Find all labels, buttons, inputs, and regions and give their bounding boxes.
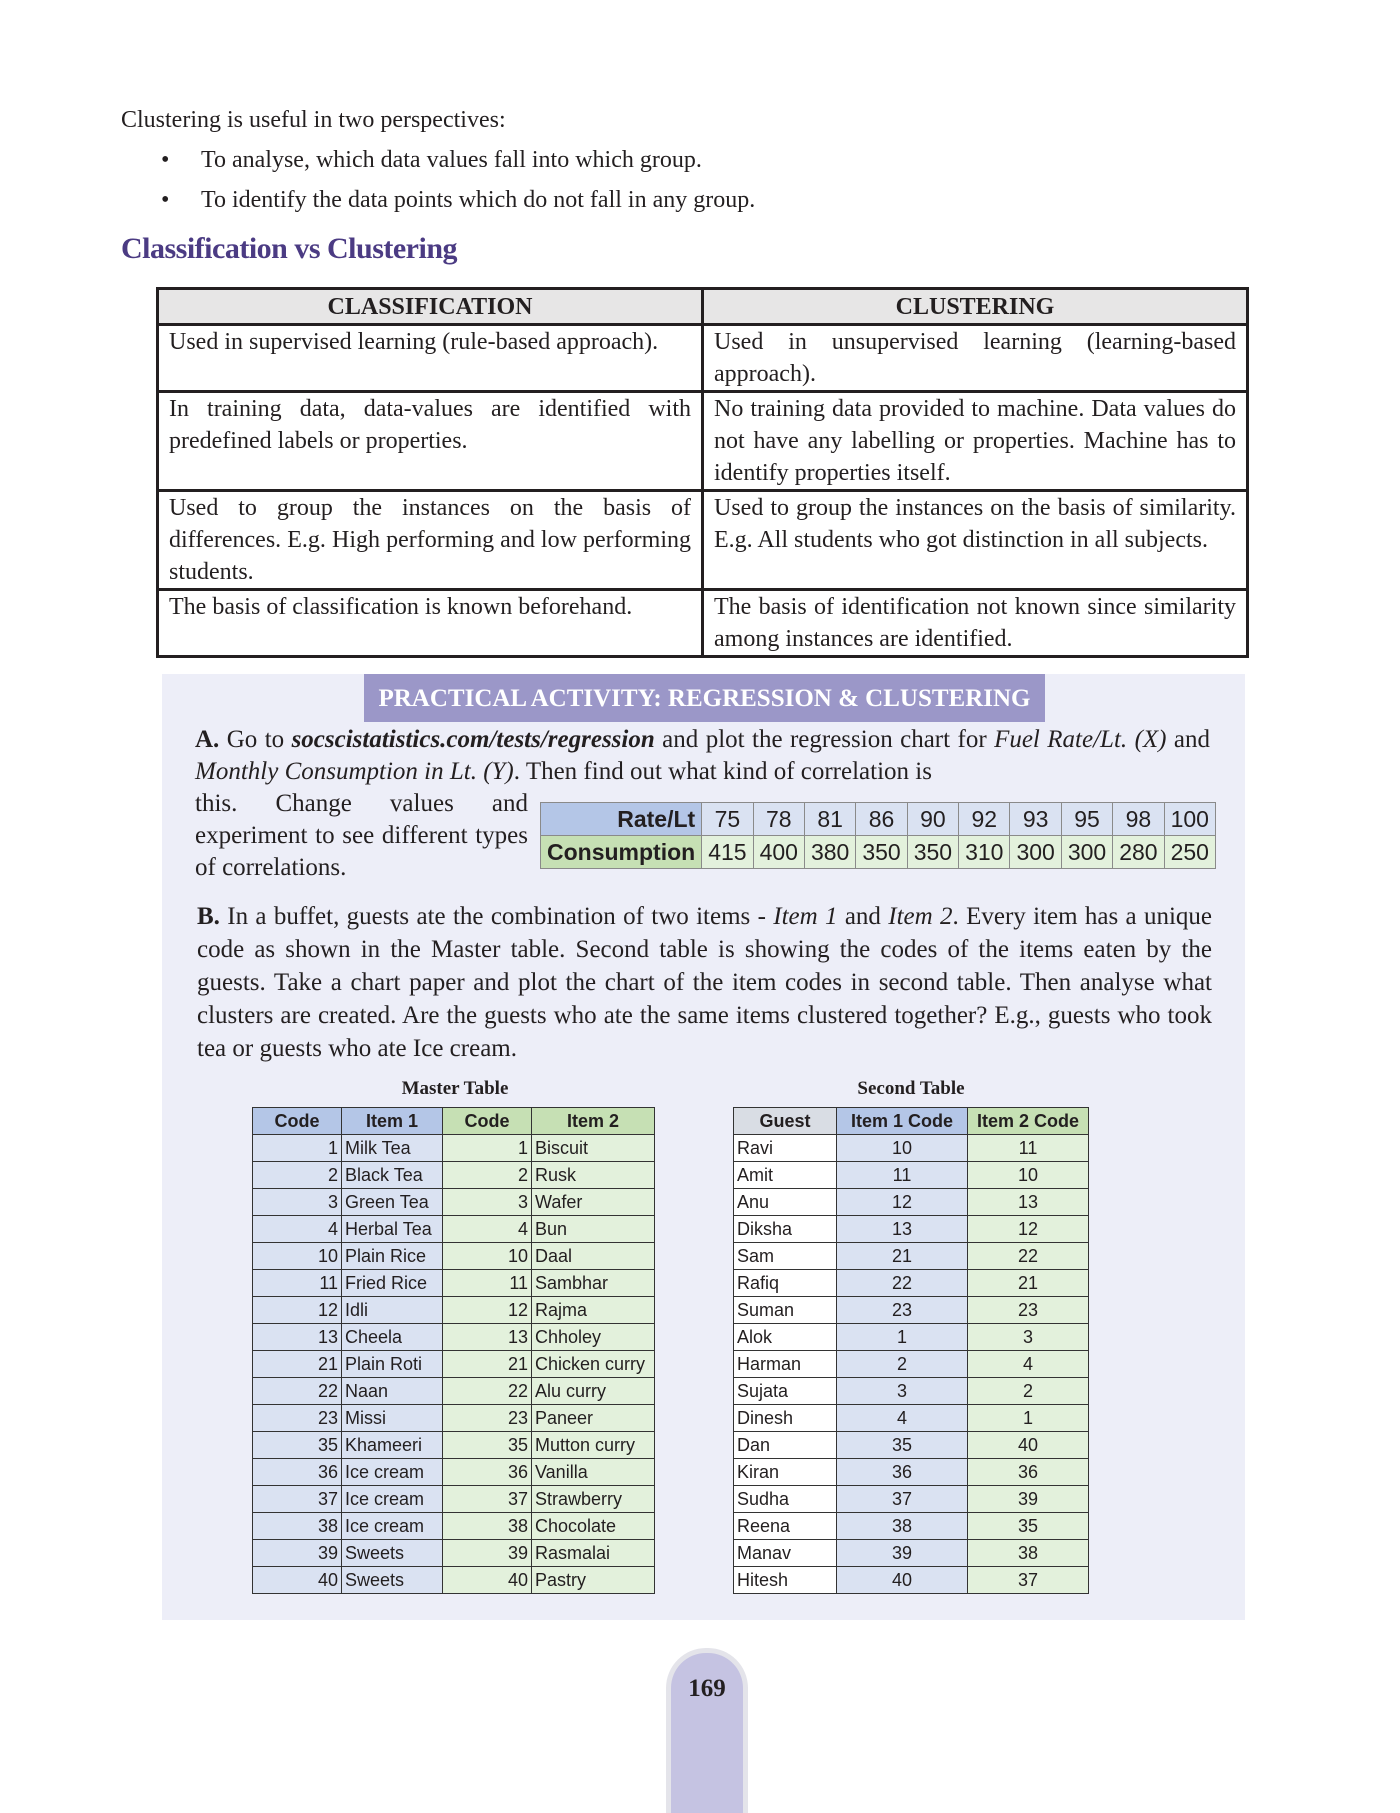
table-row	[253, 1405, 655, 1432]
code-cell: 21	[443, 1351, 532, 1378]
code-cell: 40	[253, 1567, 342, 1594]
guest-cell: Alok	[734, 1324, 837, 1351]
consumption-cell: 350	[856, 836, 907, 869]
item-cell: Ice cream	[342, 1486, 443, 1513]
item-cell: Wafer	[532, 1189, 655, 1216]
item-cell: Alu curry	[532, 1378, 655, 1405]
code-cell: 36	[443, 1459, 532, 1486]
item-cell: Biscuit	[532, 1135, 655, 1162]
item-cell: Ice cream	[342, 1459, 443, 1486]
code-cell: 1	[253, 1135, 342, 1162]
rate-consumption-table	[540, 802, 1216, 869]
table-row	[253, 1459, 655, 1486]
column-header-clustering: CLUSTERING	[703, 289, 1248, 325]
table-row	[253, 1351, 655, 1378]
code-cell: 1	[443, 1135, 532, 1162]
table-row	[253, 1189, 655, 1216]
x-variable: Fuel Rate/Lt. (X)	[994, 726, 1167, 753]
item-cell: Chicken curry	[532, 1351, 655, 1378]
rate-cell: 86	[856, 803, 907, 836]
row-label: Rate/Lt	[541, 803, 702, 836]
item1-code-cell: 12	[837, 1189, 968, 1216]
item1-code-cell: 1	[837, 1324, 968, 1351]
text-run: and	[1166, 726, 1211, 753]
column-header-classification: CLASSIFICATION	[158, 289, 703, 325]
code-cell: 39	[443, 1540, 532, 1567]
item-cell: Naan	[342, 1378, 443, 1405]
table-row	[734, 1459, 1089, 1486]
guest-cell: Suman	[734, 1297, 837, 1324]
code-cell: 22	[253, 1378, 342, 1405]
table-row	[734, 1432, 1089, 1459]
table-row	[734, 1135, 1089, 1162]
master-table	[252, 1107, 655, 1594]
item2-code-cell: 4	[968, 1351, 1089, 1378]
text-run: In a buffet, guests ate the combination of two items -	[219, 903, 774, 930]
code-cell: 12	[443, 1297, 532, 1324]
row-label: Consumption	[541, 836, 702, 869]
table-row	[253, 1513, 655, 1540]
table-row	[734, 1486, 1089, 1513]
code-cell: 23	[253, 1405, 342, 1432]
text-run: and plot the regression chart for	[654, 726, 995, 753]
item2-code-cell: 38	[968, 1540, 1089, 1567]
second-table-body	[734, 1135, 1089, 1594]
item-cell: Strawberry	[532, 1486, 655, 1513]
table-header-row	[734, 1108, 1089, 1135]
item-cell: Rusk	[532, 1162, 655, 1189]
code-cell: 35	[253, 1432, 342, 1459]
item2-code-cell: 23	[968, 1297, 1089, 1324]
guest-cell: Diksha	[734, 1216, 837, 1243]
item-cell: Vanilla	[532, 1459, 655, 1486]
master-table-title: Master Table	[401, 1078, 509, 1099]
item-cell: Missi	[342, 1405, 443, 1432]
table-row	[253, 1216, 655, 1243]
item1-code-cell: 4	[837, 1405, 968, 1432]
item2-term: Item 2	[888, 903, 953, 930]
item2-code-cell: 1	[968, 1405, 1089, 1432]
rate-row	[541, 803, 1216, 836]
item2-code-cell: 21	[968, 1270, 1089, 1297]
column-header: Code	[443, 1108, 532, 1135]
guest-cell: Dan	[734, 1432, 837, 1459]
item1-code-cell: 35	[837, 1432, 968, 1459]
table-row	[734, 1405, 1089, 1432]
table-row	[158, 392, 1248, 491]
guest-cell: Dinesh	[734, 1405, 837, 1432]
item-cell: Pastry	[532, 1567, 655, 1594]
practical-activity-title: PRACTICAL ACTIVITY: REGRESSION & CLUSTERING	[364, 674, 1045, 722]
text-run: . Every item has a unique code as shown in the Master table. Second table is showing the codes of the items eaten by the guests. Take a chart paper and plot the chart of the item codes in second table. Then analyse what clusters are created. Are the guests who ate the same items clustered together? E.g., guests who took tea or guests who ate Ice cream.	[197, 903, 1212, 1062]
item1-code-cell: 38	[837, 1513, 968, 1540]
table-row	[253, 1324, 655, 1351]
item2-code-cell: 36	[968, 1459, 1089, 1486]
table-row	[253, 1135, 655, 1162]
code-cell: 4	[253, 1216, 342, 1243]
code-cell: 11	[443, 1270, 532, 1297]
intro-bullet: • To identify the data points which do not fall in any group.	[201, 180, 755, 220]
item-cell: Black Tea	[342, 1162, 443, 1189]
table-row	[253, 1540, 655, 1567]
guest-cell: Rafiq	[734, 1270, 837, 1297]
guest-cell: Amit	[734, 1162, 837, 1189]
table-row	[253, 1378, 655, 1405]
table-row	[734, 1540, 1089, 1567]
code-cell: 40	[443, 1567, 532, 1594]
table-cell: Used to group the instances on the basis of differences. E.g. High performing and low performing students.	[158, 491, 703, 590]
code-cell: 3	[253, 1189, 342, 1216]
consumption-cell: 415	[702, 836, 753, 869]
item1-code-cell: 13	[837, 1216, 968, 1243]
code-cell: 2	[443, 1162, 532, 1189]
item1-code-cell: 3	[837, 1378, 968, 1405]
page-number: 169	[688, 1675, 726, 1702]
consumption-cell: 400	[753, 836, 804, 869]
item-cell: Paneer	[532, 1405, 655, 1432]
rate-cell: 78	[753, 803, 804, 836]
table-row	[734, 1567, 1089, 1594]
guest-cell: Ravi	[734, 1135, 837, 1162]
item1-term: Item 1	[773, 903, 838, 930]
code-cell: 10	[443, 1243, 532, 1270]
table-header-row	[158, 289, 1248, 325]
column-header: Item 2 Code	[968, 1108, 1089, 1135]
item-cell: Mutton curry	[532, 1432, 655, 1459]
item1-code-cell: 2	[837, 1351, 968, 1378]
guest-cell: Kiran	[734, 1459, 837, 1486]
item1-code-cell: 40	[837, 1567, 968, 1594]
section-heading: Classification vs Clustering	[121, 232, 458, 265]
item-cell: Chholey	[532, 1324, 655, 1351]
part-a-paragraph	[195, 724, 1210, 788]
item1-code-cell: 22	[837, 1270, 968, 1297]
consumption-cell: 350	[907, 836, 958, 869]
guest-cell: Sam	[734, 1243, 837, 1270]
column-header: Item 1 Code	[837, 1108, 968, 1135]
text-run: . Then find out what kind of correlation is	[513, 758, 932, 785]
consumption-cell: 300	[1010, 836, 1061, 869]
item-cell: Green Tea	[342, 1189, 443, 1216]
item1-code-cell: 23	[837, 1297, 968, 1324]
item-cell: Sambhar	[532, 1270, 655, 1297]
table-row	[253, 1297, 655, 1324]
table-row	[734, 1270, 1089, 1297]
item2-code-cell: 3	[968, 1324, 1089, 1351]
second-table-title: Second Table	[857, 1078, 965, 1099]
code-cell: 12	[253, 1297, 342, 1324]
code-cell: 10	[253, 1243, 342, 1270]
y-variable: Monthly Consumption in Lt. (Y)	[195, 758, 514, 785]
item1-code-cell: 10	[837, 1135, 968, 1162]
item1-code-cell: 21	[837, 1243, 968, 1270]
code-cell: 38	[253, 1513, 342, 1540]
rate-cell: 98	[1113, 803, 1164, 836]
item-cell: Sweets	[342, 1540, 443, 1567]
table-cell: In training data, data-values are identified with predefined labels or properties.	[158, 392, 703, 491]
item1-code-cell: 37	[837, 1486, 968, 1513]
table-cell: Used in unsupervised learning (learning-based approach).	[703, 325, 1248, 392]
item2-code-cell: 22	[968, 1243, 1089, 1270]
item-cell: Plain Roti	[342, 1351, 443, 1378]
master-table-body	[253, 1135, 655, 1594]
text-run: and	[837, 903, 889, 930]
code-cell: 13	[253, 1324, 342, 1351]
item-cell: Rajma	[532, 1297, 655, 1324]
table-header-row	[253, 1108, 655, 1135]
item-cell: Chocolate	[532, 1513, 655, 1540]
table-row	[734, 1162, 1089, 1189]
guest-cell: Reena	[734, 1513, 837, 1540]
code-cell: 23	[443, 1405, 532, 1432]
table-row	[734, 1513, 1089, 1540]
item-cell: Rasmalai	[532, 1540, 655, 1567]
code-cell: 2	[253, 1162, 342, 1189]
comparison-table	[156, 287, 1249, 658]
code-cell: 22	[443, 1378, 532, 1405]
item-cell: Plain Rice	[342, 1243, 443, 1270]
regression-link: socscistatistics.com/tests/regression	[291, 726, 655, 753]
table-row	[253, 1270, 655, 1297]
column-header: Code	[253, 1108, 342, 1135]
consumption-cell: 280	[1113, 836, 1164, 869]
column-header: Guest	[734, 1108, 837, 1135]
intro-section	[121, 100, 755, 220]
item-cell: Khameeri	[342, 1432, 443, 1459]
second-table	[733, 1107, 1089, 1594]
intro-bullet: • To analyse, which data values fall into which group.	[201, 140, 755, 180]
table-row	[734, 1216, 1089, 1243]
column-header: Item 1	[342, 1108, 443, 1135]
guest-cell: Hitesh	[734, 1567, 837, 1594]
rate-cell: 93	[1010, 803, 1061, 836]
item2-code-cell: 10	[968, 1162, 1089, 1189]
table-row	[734, 1297, 1089, 1324]
table-row	[734, 1378, 1089, 1405]
item2-code-cell: 11	[968, 1135, 1089, 1162]
guest-cell: Anu	[734, 1189, 837, 1216]
item-cell: Bun	[532, 1216, 655, 1243]
item2-code-cell: 12	[968, 1216, 1089, 1243]
item-cell: Ice cream	[342, 1513, 443, 1540]
consumption-cell: 380	[804, 836, 855, 869]
item1-code-cell: 39	[837, 1540, 968, 1567]
table-cell: No training data provided to machine. Data values do not have any labelling or properties. Machine has to identify properties itself.	[703, 392, 1248, 491]
item1-code-cell: 11	[837, 1162, 968, 1189]
text-run: Go to	[219, 726, 292, 753]
guest-cell: Harman	[734, 1351, 837, 1378]
rate-cell: 90	[907, 803, 958, 836]
code-cell: 37	[443, 1486, 532, 1513]
intro-lead: Clustering is useful in two perspectives:	[121, 107, 506, 133]
item1-code-cell: 36	[837, 1459, 968, 1486]
item2-code-cell: 13	[968, 1189, 1089, 1216]
table-row	[158, 491, 1248, 590]
code-cell: 13	[443, 1324, 532, 1351]
table-row	[253, 1567, 655, 1594]
table-cell: Used in supervised learning (rule-based approach).	[158, 325, 703, 392]
table-cell: Used to group the instances on the basis of similarity. E.g. All students who got distinction in all subjects.	[703, 491, 1248, 590]
rate-cell: 81	[804, 803, 855, 836]
code-cell: 3	[443, 1189, 532, 1216]
item-cell: Cheela	[342, 1324, 443, 1351]
item2-code-cell: 39	[968, 1486, 1089, 1513]
guest-cell: Manav	[734, 1540, 837, 1567]
item-cell: Fried Rice	[342, 1270, 443, 1297]
consumption-cell: 250	[1164, 836, 1215, 869]
guest-cell: Sudha	[734, 1486, 837, 1513]
rate-cell: 100	[1164, 803, 1215, 836]
intro-bullet-list	[121, 140, 755, 220]
code-cell: 11	[253, 1270, 342, 1297]
table-row	[253, 1432, 655, 1459]
item-cell: Idli	[342, 1297, 443, 1324]
part-a-label: A.	[195, 726, 220, 753]
table-row	[734, 1324, 1089, 1351]
item-cell: Herbal Tea	[342, 1216, 443, 1243]
table-row	[158, 590, 1248, 657]
part-a-side-text: this. Change values and experiment to see different types of correlations.	[195, 790, 528, 881]
code-cell: 37	[253, 1486, 342, 1513]
item-cell: Milk Tea	[342, 1135, 443, 1162]
code-cell: 39	[253, 1540, 342, 1567]
item2-code-cell: 2	[968, 1378, 1089, 1405]
table-row	[253, 1486, 655, 1513]
code-cell: 36	[253, 1459, 342, 1486]
table-row	[253, 1243, 655, 1270]
item2-code-cell: 35	[968, 1513, 1089, 1540]
table-row	[253, 1162, 655, 1189]
item2-code-cell: 37	[968, 1567, 1089, 1594]
rate-cell: 95	[1061, 803, 1112, 836]
table-row	[158, 325, 1248, 392]
table-cell: The basis of identification not known since similarity among instances are identified.	[703, 590, 1248, 657]
part-b-label: B.	[197, 903, 220, 930]
page-number-tab	[666, 1648, 748, 1813]
item-cell: Daal	[532, 1243, 655, 1270]
item2-code-cell: 40	[968, 1432, 1089, 1459]
code-cell: 38	[443, 1513, 532, 1540]
table-cell: The basis of classification is known beforehand.	[158, 590, 703, 657]
code-cell: 35	[443, 1432, 532, 1459]
code-cell: 4	[443, 1216, 532, 1243]
consumption-cell: 310	[959, 836, 1010, 869]
consumption-cell: 300	[1061, 836, 1112, 869]
item-cell: Sweets	[342, 1567, 443, 1594]
guest-cell: Sujata	[734, 1378, 837, 1405]
code-cell: 21	[253, 1351, 342, 1378]
table-row	[734, 1351, 1089, 1378]
rate-cell: 92	[959, 803, 1010, 836]
column-header: Item 2	[532, 1108, 655, 1135]
table-row	[734, 1189, 1089, 1216]
consumption-row	[541, 836, 1216, 869]
table-row	[734, 1243, 1089, 1270]
part-b-paragraph	[197, 900, 1212, 1065]
rate-cell: 75	[702, 803, 753, 836]
